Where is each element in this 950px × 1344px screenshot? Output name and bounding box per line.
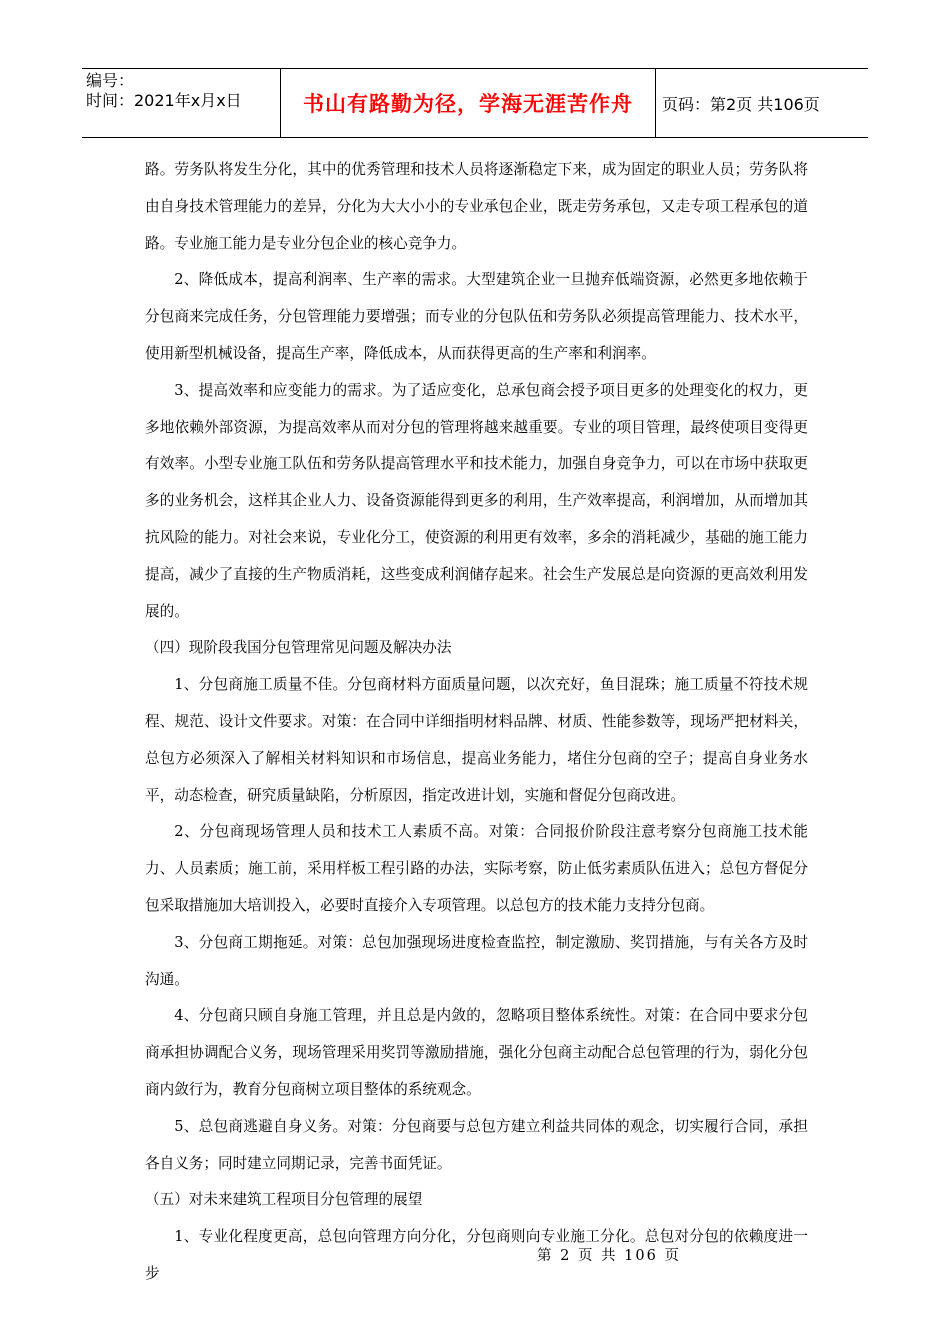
footer-page-number: 第 2 页 共 106 页 xyxy=(537,1248,681,1264)
page-header xyxy=(82,68,868,138)
paragraph: 2、分包商现场管理人员和技术工人素质不高。对策：合同报价阶段注意考察分包商施工技术能力、人员素质；施工前，采用样板工程引路的办法，实际考察，防止低劣素质队伍进入；总包方督促分包采取措施加大培训投入，必要时直接介入专项管理。以总包方的技术能力支持分包商。 xyxy=(145,823,808,914)
section-heading: （四）现阶段我国分包管理常见问题及解决办法 xyxy=(145,639,452,657)
paragraph: 1、专业化程度更高，总包向管理方向分化，分包商则向专业施工分化。总包对分包的依赖度进一步 xyxy=(145,1228,808,1282)
header-page-code: 页码：第2页 共106页 xyxy=(662,94,820,114)
serial-number-label: 编号： xyxy=(86,71,135,90)
header-meta xyxy=(82,69,281,137)
document-body xyxy=(145,152,808,1293)
paragraph: 2、降低成本，提高利润率、生产率的需求。大型建筑企业一旦抛弃低端资源，必然更多地依赖于分包商来完成任务，分包管理能力要增强；而专业的分包队伍和劳务队必须提高管理能力、技术水平，使用新型机械设备，提高生产率，降低成本，从而获得更高的生产率和利润率。 xyxy=(145,271,808,362)
header-motto: 书山有路勤为径，学海无涯苦作舟 xyxy=(281,69,656,137)
paragraph: 4、分包商只顾自身施工管理，并且总是内敛的，忽略项目整体系统性。对策：在合同中要求分包商承担协调配合义务，现场管理采用奖罚等激励措施，强化分包商主动配合总包管理的行为，弱化分包商内敛行为，教育分包商树立项目整体的系统观念。 xyxy=(145,1007,808,1098)
paragraph: 1、分包商施工质量不佳。分包商材料方面质量问题，以次充好，鱼目混珠；施工质量不符技术规程、规范、设计文件要求。对策：在合同中详细指明材料品牌、材质、性能参数等，现场严把材料关，总包方必须深入了解相关材料知识和市场信息，提高业务能力，堵住分包商的空子；提高自身业务水平，动态检查，研究质量缺陷，分析原因，指定改进计划，实施和督促分包商改进。 xyxy=(145,676,808,804)
paragraph: 3、提高效率和应变能力的需求。为了适应变化，总承包商会授予项目更多的处理变化的权力，更多地依赖外部资源，为提高效率从而对分包的管理将越来越重要。专业的项目管理，最终使项目变得更有效率。小型专业施工队伍和劳务队提高管理水平和技术能力，加强自身竞争力，可以在市场中获取更多的业务机会，这样其企业人力、设备资源能得到更多的利用，生产效率提高，利润增加，从而增加其抗风险的能力。对社会来说，专业化分工，使资源的利用更有效率，多余的消耗减少，基础的施工能力提高，减少了直接的生产物质消耗，这些变成利润储存起来。社会生产发展总是向资源的更高效利用发展的。 xyxy=(145,381,808,620)
section-heading: （五）对未来建筑工程项目分包管理的展望 xyxy=(145,1191,423,1209)
date-label: 时间：2021年x月x日 xyxy=(86,91,242,110)
paragraph: 5、总包商逃避自身义务。对策：分包商要与总包方建立利益共同体的观念，切实履行合同，承担各自义务；同时建立同期记录，完善书面凭证。 xyxy=(145,1117,808,1172)
paragraph: 3、分包商工期拖延。对策：总包加强现场进度检查监控，制定激励、奖罚措施，与有关各方及时沟通。 xyxy=(145,933,808,988)
paragraph: 路。劳务队将发生分化，其中的优秀管理和技术人员将逐渐稳定下来，成为固定的职业人员；劳务队将由自身技术管理能力的差异，分化为大大小小的专业承包企业，既走劳务承包，又走专项工程承包的道路。专业施工能力是专业分包企业的核心竞争力。 xyxy=(145,161,808,252)
